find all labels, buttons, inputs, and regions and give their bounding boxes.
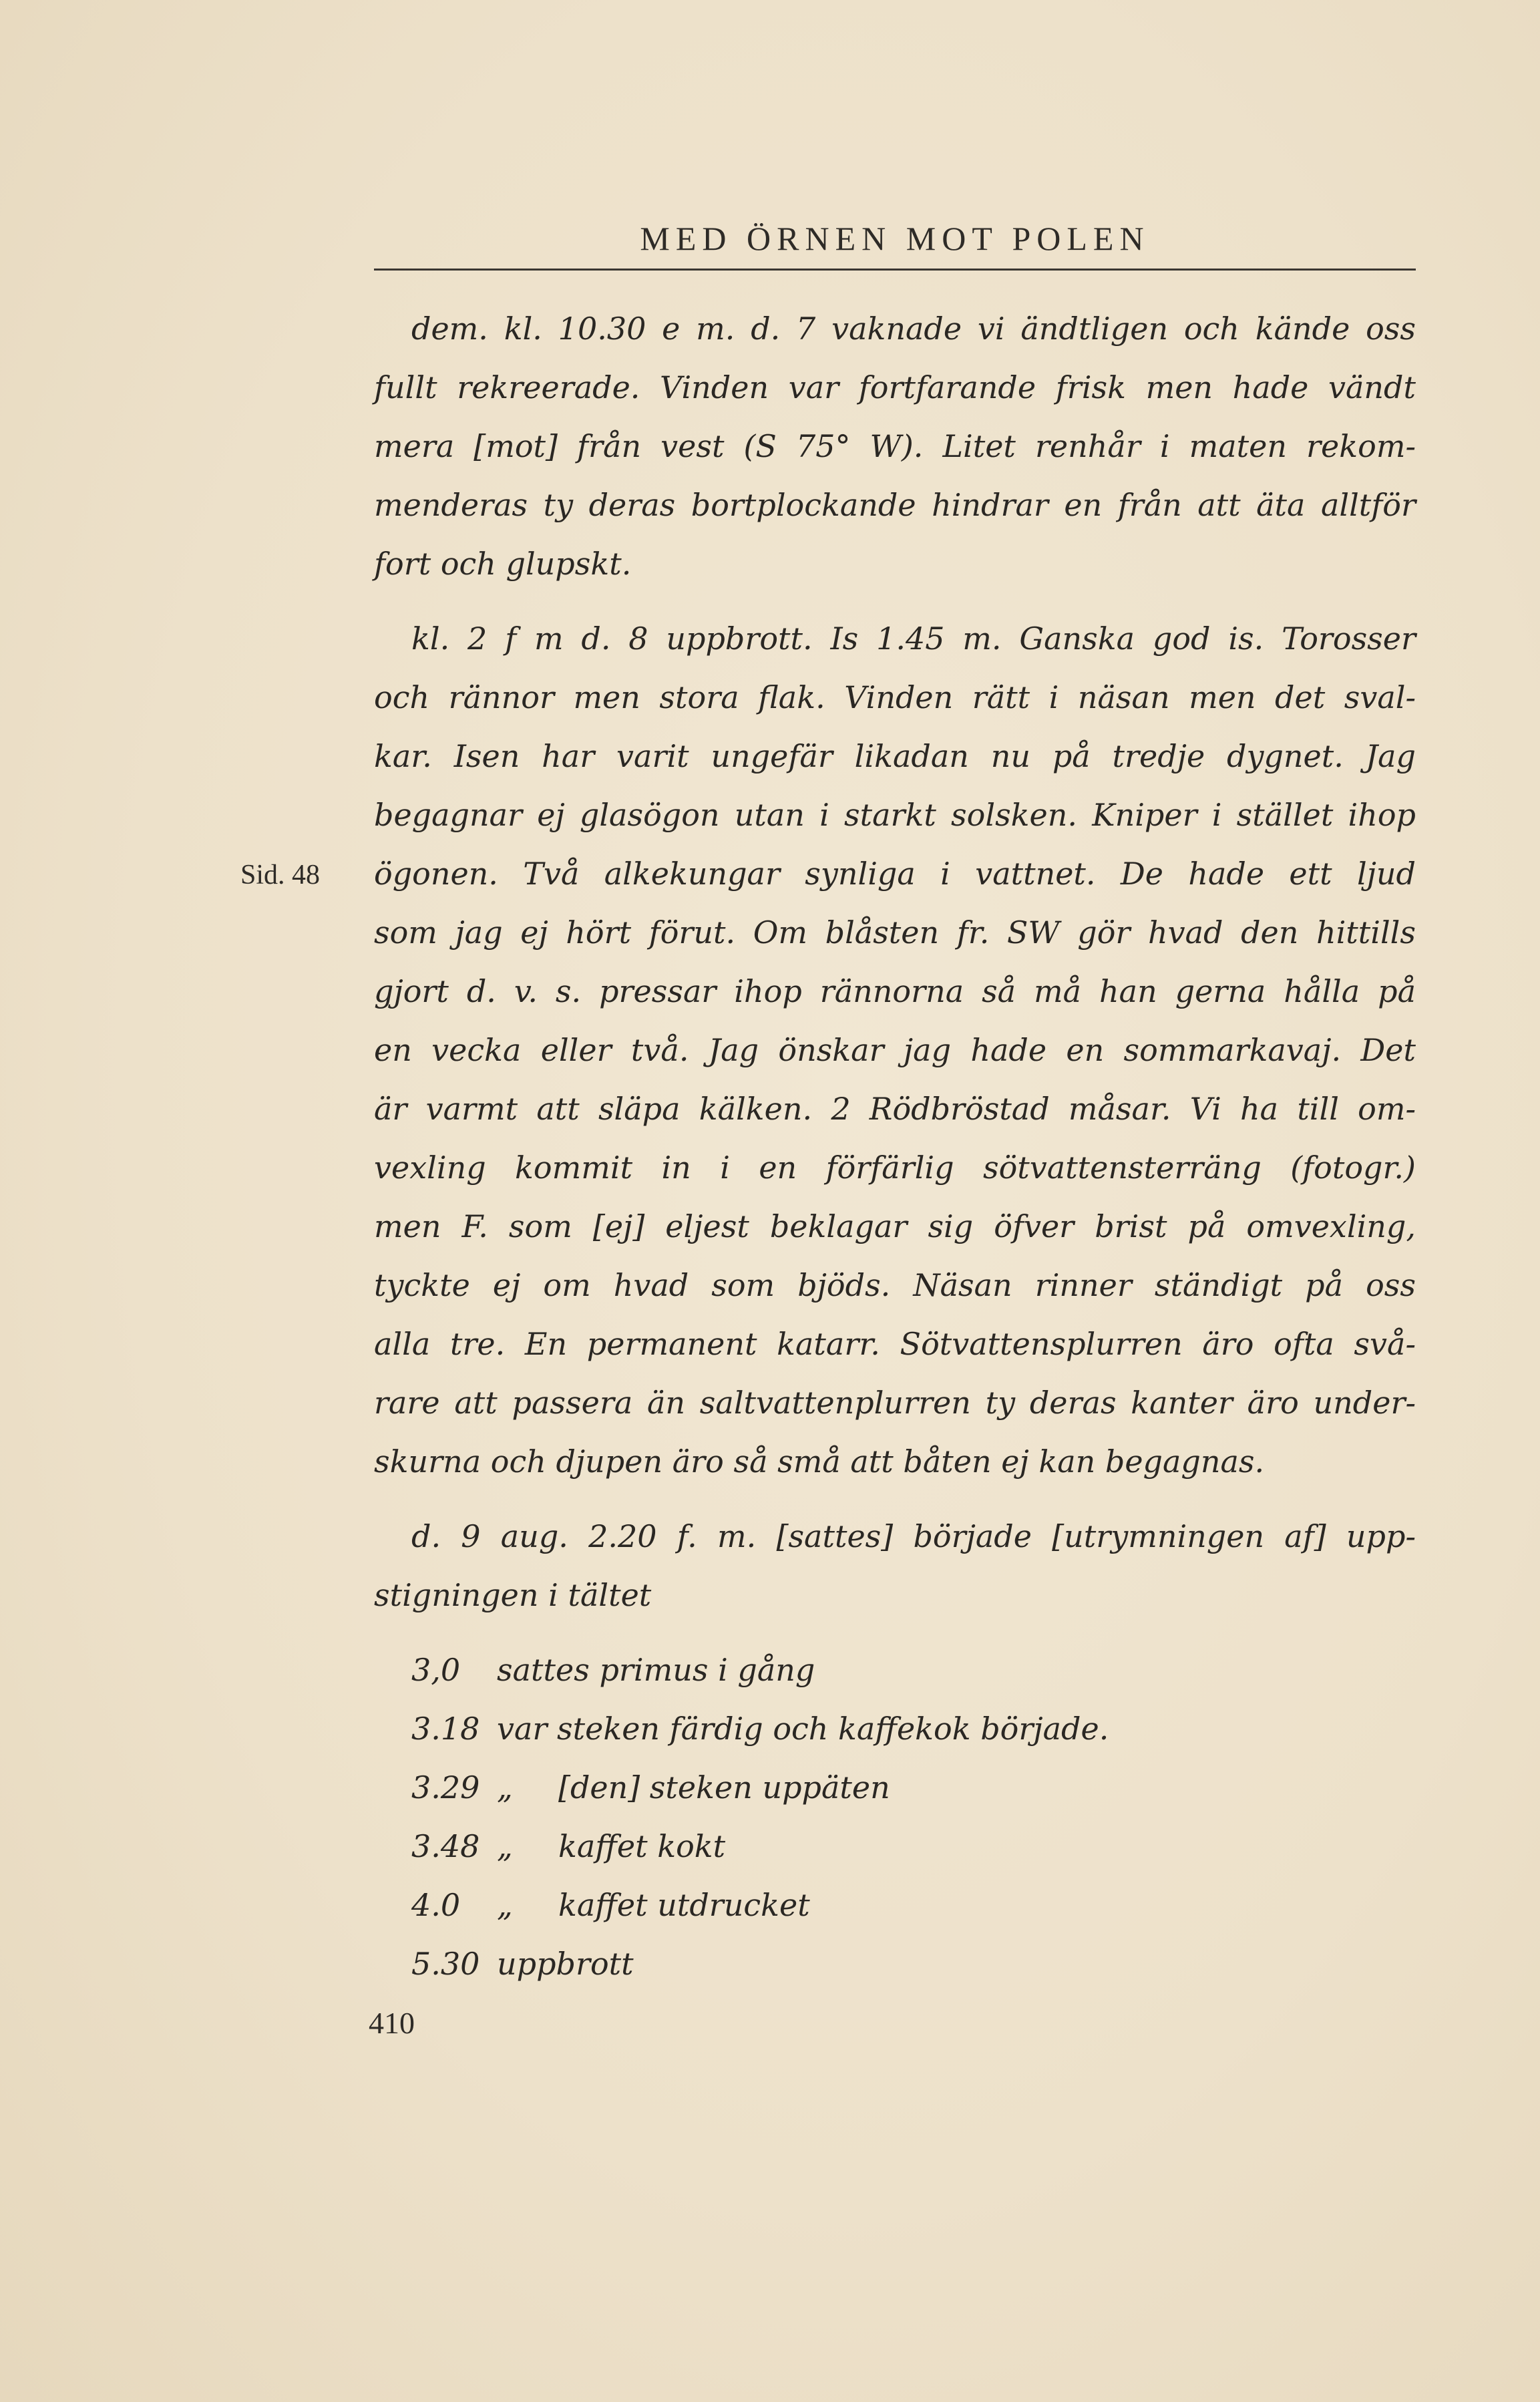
time-value: 4.0 (411, 1887, 461, 1923)
time-log-row (411, 1758, 1416, 1817)
paragraph-gap (374, 1491, 1416, 1507)
time-entry-text: var steken färdig och kaffekok började. (497, 1711, 1109, 1747)
time-log-row (411, 1876, 1416, 1934)
text-line: begagnar ej glasögon utan i starkt solsken. Kniper i stället ihop (374, 797, 1416, 833)
text-line: rare att passera än saltvattenplurren ty deras kanter äro under- (374, 1385, 1416, 1421)
ditto-mark: „ (497, 1769, 513, 1806)
time-log-row (411, 1699, 1416, 1758)
text-line: kl. 2 f m d. 8 uppbrott. Is 1.45 m. Ganska god is. Torosser (411, 621, 1416, 657)
time-value: 3.29 (411, 1769, 480, 1806)
text-line: är varmt att släpa kälken. 2 Rödbröstad måsar. Vi ha till om- (374, 1091, 1416, 1127)
text-line: fort och glupskt. (374, 546, 632, 582)
text-line: mera [mot] från vest (S 75° W). Litet renhår i maten rekom- (374, 428, 1416, 464)
ditto-mark: „ (497, 1828, 513, 1864)
time-log-row (411, 1641, 1416, 1699)
text-line: kar. Isen har varit ungefär likadan nu på tredje dygnet. Jag (374, 738, 1416, 774)
text-line: d. 9 aug. 2.20 f. m. [sattes] började [utrymningen af] upp- (411, 1518, 1416, 1554)
time-entry-text: [den] steken uppäten (558, 1769, 890, 1806)
text-line: skurna och djupen äro så små att båten ej kan begagnas. (374, 1443, 1265, 1480)
text-line: vexling kommit in i en förfärlig sötvattensterräng (fotogr.) (374, 1150, 1416, 1186)
text-line: menderas ty deras bortplockande hindrar en från att äta alltför (374, 487, 1416, 523)
text-line: och rännor men stora flak. Vinden rätt i näsan men det sval- (374, 679, 1416, 715)
time-entry-text: kaffet utdrucket (558, 1887, 810, 1923)
text-line: en vecka eller två. Jag önskar jag hade en sommarkavaj. Det (374, 1032, 1416, 1068)
margin-note: Sid. 48 (240, 860, 321, 890)
time-value: 3,0 (411, 1652, 461, 1688)
running-head: MED ÖRNEN MOT POLEN (640, 220, 1150, 257)
ditto-mark: „ (497, 1887, 513, 1923)
text-line: tyckte ej om hvad som bjöds. Näsan rinner ständigt på oss (374, 1267, 1416, 1303)
text-line: stigningen i tältet (374, 1577, 652, 1613)
text-line: dem. kl. 10.30 e m. d. 7 vaknade vi ändtligen och kände oss (411, 311, 1416, 347)
paragraph-gap (374, 593, 1416, 609)
paragraph-2 (374, 609, 1416, 1491)
text-line: ögonen. Två alkekungar synliga i vattnet. De hade ett ljud (374, 856, 1416, 892)
paragraph-3 (374, 1507, 1416, 1624)
time-value: 3.48 (411, 1828, 480, 1864)
time-log (374, 1641, 1416, 1993)
time-value: 5.30 (411, 1946, 480, 1982)
time-value: 3.18 (411, 1711, 480, 1747)
text-line: gjort d. v. s. pressar ihop rännorna så må han gerna hålla på (374, 973, 1416, 1009)
header-rule (374, 269, 1416, 271)
text-line: men F. som [ej] eljest beklagar sig öfver brist på omvexling, (374, 1208, 1416, 1244)
time-entry-text: uppbrott (497, 1946, 634, 1982)
body-text (374, 299, 1416, 1993)
time-entry-text: sattes primus i gång (497, 1652, 815, 1688)
time-log-row (411, 1934, 1416, 1993)
time-entry-text: kaffet kokt (558, 1828, 726, 1864)
page-number: 410 (369, 2006, 415, 2040)
paragraph-gap (374, 1624, 1416, 1641)
text-line: fullt rekreerade. Vinden var fortfarande frisk men hade vändt (374, 369, 1416, 405)
time-log-row (411, 1817, 1416, 1876)
text-line: alla tre. En permanent katarr. Sötvattensplurren äro ofta svå- (374, 1326, 1416, 1362)
text-line: som jag ej hört förut. Om blåsten fr. SW gör hvad den hittills (374, 914, 1416, 951)
paragraph-1 (374, 299, 1416, 593)
